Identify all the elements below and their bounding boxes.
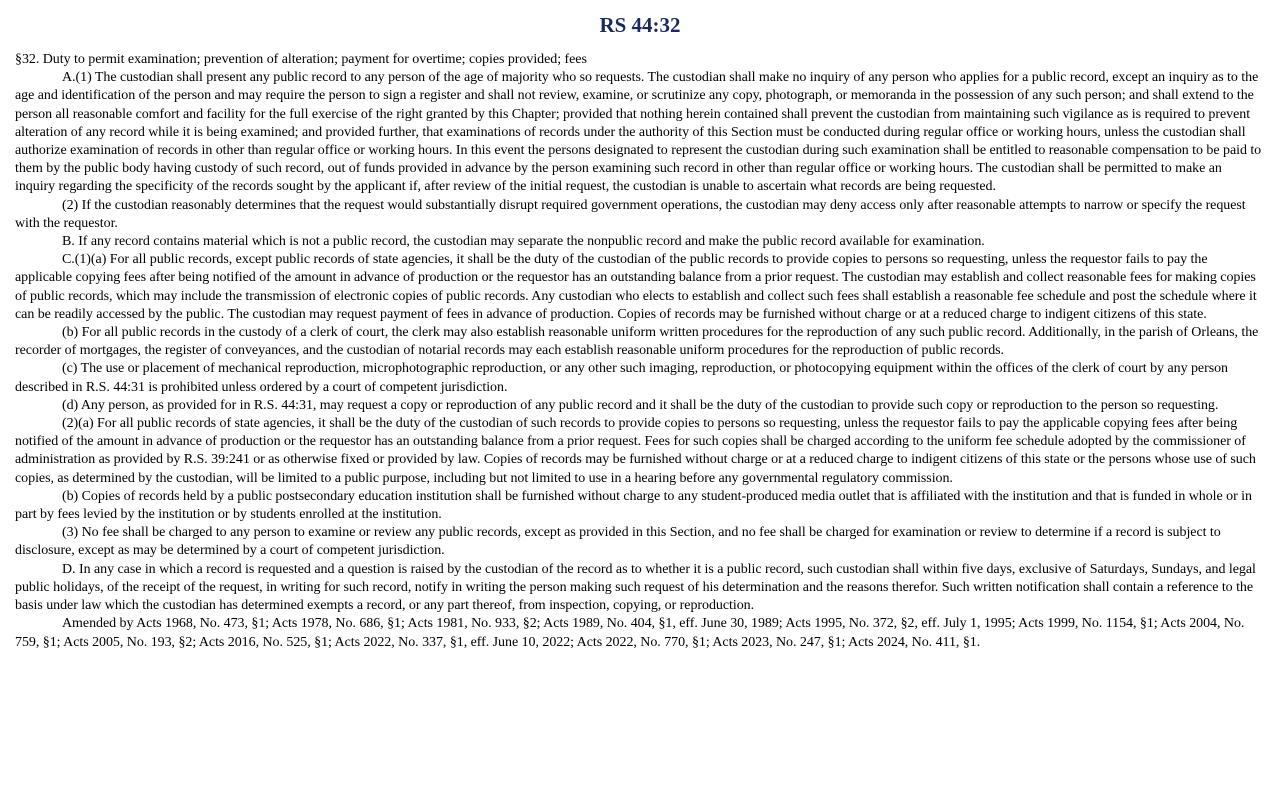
section-heading: §32. Duty to permit examination; prevention of alteration; payment for overtime; copies provided; fees xyxy=(15,52,587,67)
paragraph-a2: (2) If the custodian reasonably determines that the request would substantially disrupt required government operations, the custodian may deny access only after reasonable attempts to narrow or specify the request with the requestor. xyxy=(15,197,1246,231)
paragraph-c1a: C.(1)(a) For all public records, except public records of state agencies, it shall be the duty of the custodian of the public records to provide copies to persons so requesting, unless the requestor fails to pay the applicable copying fees after being notified of the amount in advance of production or the requestor has an outstanding balance from a prior request. The custodian may establish and collect reasonable fees for making copies of public records, which may include the transmission of electronic copies of public records. Any custodian who elects to establish and collect such fees shall establish a reasonable fee schedule and post the schedule where it can be readily accessed by the public. The custodian may request payment of fees in advance of production. Copies of records may be furnished without charge or at a reduced charge to indigent citizens of this state. xyxy=(15,252,1257,322)
paragraph-b: B. If any record contains material which is not a public record, the custodian may separate the nonpublic record and make the public record available for examination. xyxy=(62,234,985,250)
paragraph-c1b: (b) For all public records in the custody of a clerk of court, the clerk may also establish reasonable uniform written procedures for the reproduction of any such public record. Additionally, in the parish of Orleans, the recorder of mortgages, the register of conveyances, and the custodian of notarial records may each establish reasonable uniform procedures for the reproduction of public records. xyxy=(15,325,1259,359)
paragraph-d: D. In any case in which a record is requested and a question is raised by the custodian of the record as to whether it is a public record, such custodian shall within five days, exclusive of Saturdays, Sundays, and legal public holidays, of the receipt of the request, in writing for such record, notify in writing the person making such request of his determination and the reasons therefor. Such written notification shall contain a reference to the basis under law which the custodian has determined exempts a record, or any part thereof, from inspection, copying, or reproduction. xyxy=(15,561,1256,614)
paragraph-c3: (3) No fee shall be charged to any person to examine or review any public records, except as provided in this Section, and no fee shall be charged for examination or review to determine if a record is subject to disclosure, except as may be determined by a court of competent jurisdiction. xyxy=(15,525,1221,559)
paragraph-c2a: (2)(a) For all public records of state agencies, it shall be the duty of the custodian of such records to provide copies to persons so requesting, unless the requestor fails to pay the applicable copying fees after being notified of the amount in advance of production or the requestor has an outstanding balance from a prior request. Fees for such copies shall be charged according to the uniform fee schedule adopted by the commissioner of administration as provided by R.S. 39:241 or as otherwise fixed or provided by law. Copies of records may be furnished without charge or at a reduced charge to indigent citizens of this state or the persons whose use of such copies, as determined by the custodian, will be limited to a public purpose, including but not limited to use in a hearing before any governmental regulatory commission. xyxy=(15,416,1256,486)
paragraph-c1d: (d) Any person, as provided for in R.S. 44:31, may request a copy or reproduction of any public record and it shall be the duty of the custodian to provide such copy or reproduction to the person so requesting. xyxy=(62,397,1219,413)
paragraph-c1c: (c) The use or placement of mechanical reproduction, microphotographic reproduction, or any other such imaging, reproduction, or photocopying equipment within the offices of the clerk of court by any person described in R.S. 44:31 is prohibited unless ordered by a court of competent jurisdiction. xyxy=(15,361,1228,395)
statute-text xyxy=(15,51,1265,652)
page-title: RS 44:32 xyxy=(599,13,681,37)
paragraph-c2b: (b) Copies of records held by a public postsecondary education institution shall be furnished without charge to any student-produced media outlet that is affiliated with the institution and that is funded in whole or in part by fees levied by the institution or by students enrolled at the institution. xyxy=(15,488,1252,523)
paragraph-a1: A.(1) The custodian shall present any public record to any person of the age of majority who so requests. The custodian shall make no inquiry of any person who applies for a public record, except an inquiry as to the age and identification of the person and may require the person to sign a register and shall not review, examine, or scrutinize any copy, photograph, or memoranda in the possession of any such person; and shall extend to the person all reasonable comfort and facility for the full exercise of the right granted by this Chapter; provided that nothing herein contained shall prevent the custodian from maintaining such vigilance as is required to prevent alteration of any record while it is being examined; and provided further, that examinations of records under the authority of this Section must be conducted during regular office or working hours, unless the custodian shall authorize examination of records in other than regular office or working hours. In this event the persons designated to represent the custodian during such examination shall be entitled to reasonable compensation to be paid to them by the public body having custody of such record, out of funds provided in advance by the person examining such record in other than regular office or working hours. The custodian shall be permitted to make an inquiry regarding the specificity of the records sought by the applicant if, after review of the initial request, the custodian is unable to ascertain what records are being requested. xyxy=(15,70,1262,195)
amendment-history: Amended by Acts 1968, No. 473, §1; Acts 1978, No. 686, §1; Acts 1981, No. 933, §2; Acts 1989, No. 404, §1, eff. June 30, 1989; Acts 1995, No. 372, §2, eff. July 1, 1995; Acts 1999, No. 1154, §1; Acts 2004, No. 759, §1; Acts 2005, No. 193, §2; Acts 2016, No. 525, §1; Acts 2022, No. 337, §1, eff. June 10, 2022; Acts 2022, No. 770, §1; Acts 2023, No. 247, §1; Acts 2024, No. 411, §1. xyxy=(15,616,1245,650)
